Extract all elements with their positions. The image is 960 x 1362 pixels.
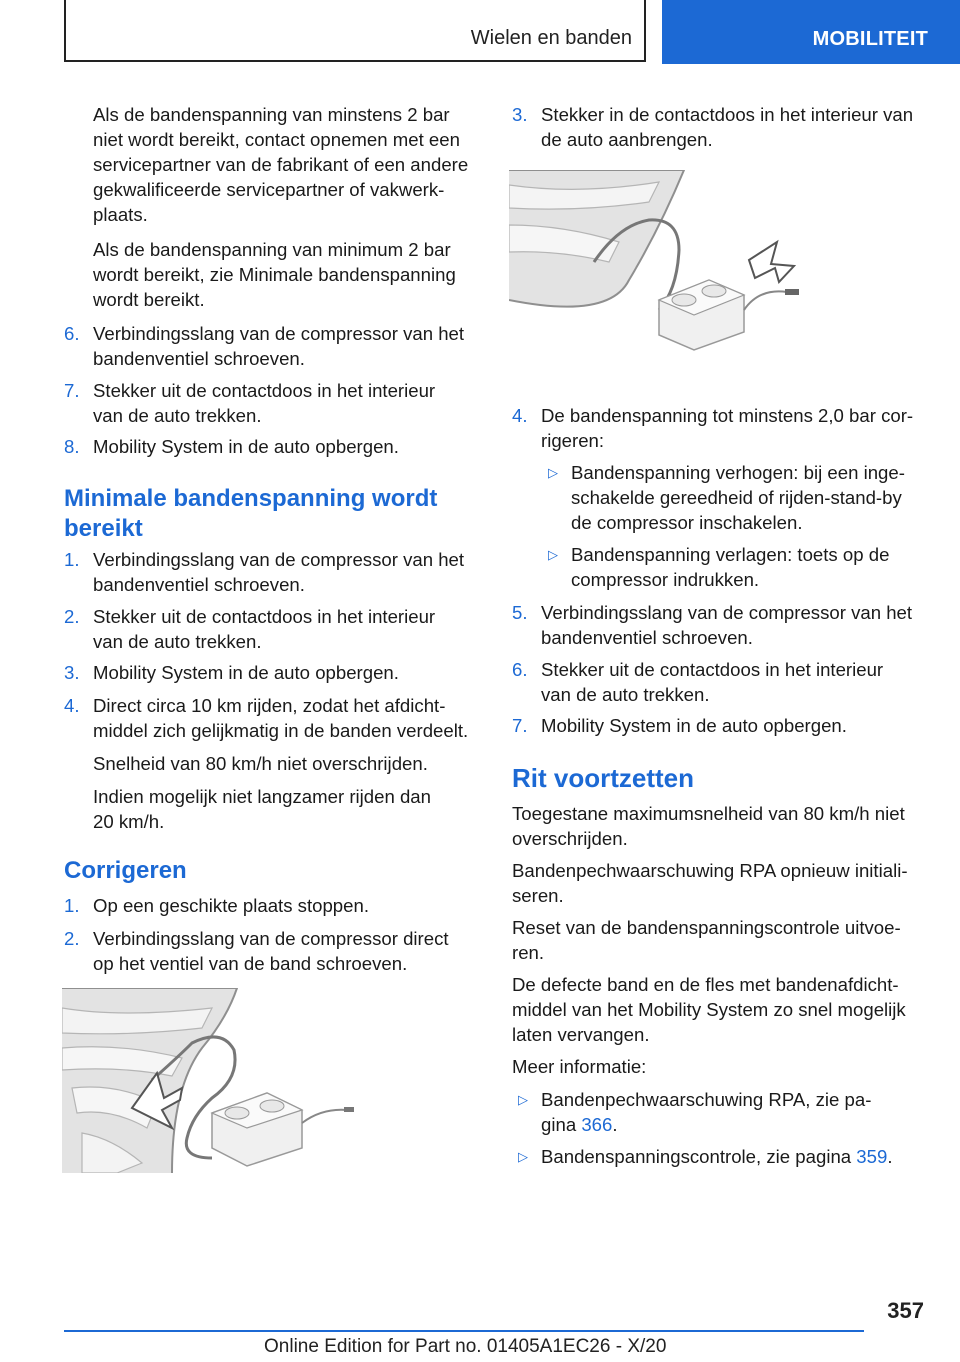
- page-link-359[interactable]: 359: [856, 1146, 888, 1167]
- info-period: .: [612, 1114, 618, 1135]
- step-number: 1.: [64, 895, 80, 916]
- step-number: 4.: [512, 405, 528, 426]
- step-text: Mobility System in de auto opbergen.: [541, 715, 847, 736]
- step-text: Stekker uit de contactdoos in het interieur van de auto trekken.: [93, 380, 436, 426]
- chapter-tab: [662, 0, 960, 64]
- compressor-plug-illustration: [509, 170, 829, 355]
- step-text: Verbindingsslang van de compressor van het bandenventiel schroeven.: [541, 602, 913, 648]
- footer-rule: [64, 1330, 864, 1332]
- paragraph: De defecte band en de fles met bandenafdicht- middel van het Mobility System zo snel mogelijk laten vervangen.: [512, 974, 906, 1045]
- step-text: Stekker uit de contactdoos in het interieur van de auto trekken.: [541, 659, 884, 705]
- heading-minimum-pressure: Minimale bandenspanning wordt bereikt: [64, 485, 438, 542]
- step-text: Mobility System in de auto opbergen.: [93, 662, 399, 683]
- paragraph: Toegestane maximumsnelheid van 80 km/h niet overschrijden.: [512, 803, 905, 849]
- paragraph: Meer informatie:: [512, 1056, 647, 1077]
- heading-correct: Corrigeren: [64, 857, 187, 884]
- info-rpa-text: Bandenpechwaarschuwing RPA, zie pa- gina: [541, 1089, 872, 1135]
- step-text: De bandenspanning tot minstens 2,0 bar cor- rigeren:: [541, 405, 914, 451]
- paragraph-reached: Als de bandenspanning van minimum 2 bar wordt bereikt, zie Minimale bandenspanning wordt bereikt.: [93, 239, 456, 310]
- step-number: 2.: [64, 928, 80, 949]
- step-text: Verbindingsslang van de compressor van het bandenventiel schroeven.: [93, 323, 465, 369]
- page-link-366[interactable]: 366: [581, 1114, 613, 1135]
- header-section-box: [64, 0, 646, 62]
- step-text: Direct circa 10 km rijden, zodat het afdicht- middel zich gelijkmatig in de banden verdeelt.: [93, 695, 469, 741]
- chapter-title: MOBILITEIT: [812, 28, 928, 50]
- step-number: 8.: [64, 436, 80, 457]
- step-number: 3.: [512, 104, 528, 125]
- step-number: 4.: [64, 695, 80, 716]
- heading-continue-driving: Rit voortzetten: [512, 763, 694, 793]
- bullet-triangle-icon: ▷: [518, 1149, 528, 1164]
- bullet-triangle-icon: ▷: [548, 547, 558, 562]
- step-number: 7.: [512, 715, 528, 736]
- step-number: 3.: [64, 662, 80, 683]
- step-number: 6.: [512, 659, 528, 680]
- bullet-triangle-icon: ▷: [518, 1092, 528, 1107]
- bullet-triangle-icon: ▷: [548, 465, 558, 480]
- compressor-valve-illustration: [62, 988, 362, 1173]
- bullet-text: Bandenspanning verlagen: toets op de compressor indrukken.: [571, 544, 890, 590]
- step-text: Verbindingsslang van de compressor van het bandenventiel schroeven.: [93, 549, 465, 595]
- step-text: Op een geschikte plaats stoppen.: [93, 895, 369, 916]
- step-number: 5.: [512, 602, 528, 623]
- step-number: 6.: [64, 323, 80, 344]
- step-text: Verbindingsslang van de compressor direct op het ventiel van de band schroeven.: [93, 928, 449, 974]
- paragraph-not-reached: Als de bandenspanning van minstens 2 bar niet wordt bereikt, contact opnemen met een servicepartner van de fabrikant of een andere gekwalificeerde servicepartner of vakwerk- plaats.: [93, 104, 469, 225]
- page-number: 357: [887, 1298, 924, 1323]
- paragraph: Reset van de bandenspanningscontrole uitvoe- ren.: [512, 917, 901, 963]
- footer-edition: Online Edition for Part no. 01405A1EC26 - X/20: [264, 1336, 667, 1357]
- info-tpms: [541, 1144, 893, 1169]
- info-period: .: [887, 1146, 893, 1167]
- step-text: Stekker in de contactdoos in het interieur van de auto aanbrengen.: [541, 104, 914, 150]
- step-number: 7.: [64, 380, 80, 401]
- bullet-text: Bandenspanning verhogen: bij een inge- schakelde gereedheid of rijden-stand-by de compressor inschakelen.: [571, 462, 905, 533]
- note-min-speed: Indien mogelijk niet langzamer rijden dan 20 km/h.: [93, 786, 431, 832]
- paragraph: Bandenpechwaarschuwing RPA opnieuw initiali- seren.: [512, 860, 908, 906]
- section-title: Wielen en banden: [470, 27, 632, 49]
- step-number: 1.: [64, 549, 80, 570]
- info-rpa: [541, 1087, 871, 1137]
- info-tpms-text: Bandenspanningscontrole, zie pagina: [541, 1146, 857, 1167]
- step-text: Stekker uit de contactdoos in het interieur van de auto trekken.: [93, 606, 436, 652]
- step-number: 2.: [64, 606, 80, 627]
- note-speed-limit: Snelheid van 80 km/h niet overschrijden.: [93, 753, 428, 774]
- step-text: Mobility System in de auto opbergen.: [93, 436, 399, 457]
